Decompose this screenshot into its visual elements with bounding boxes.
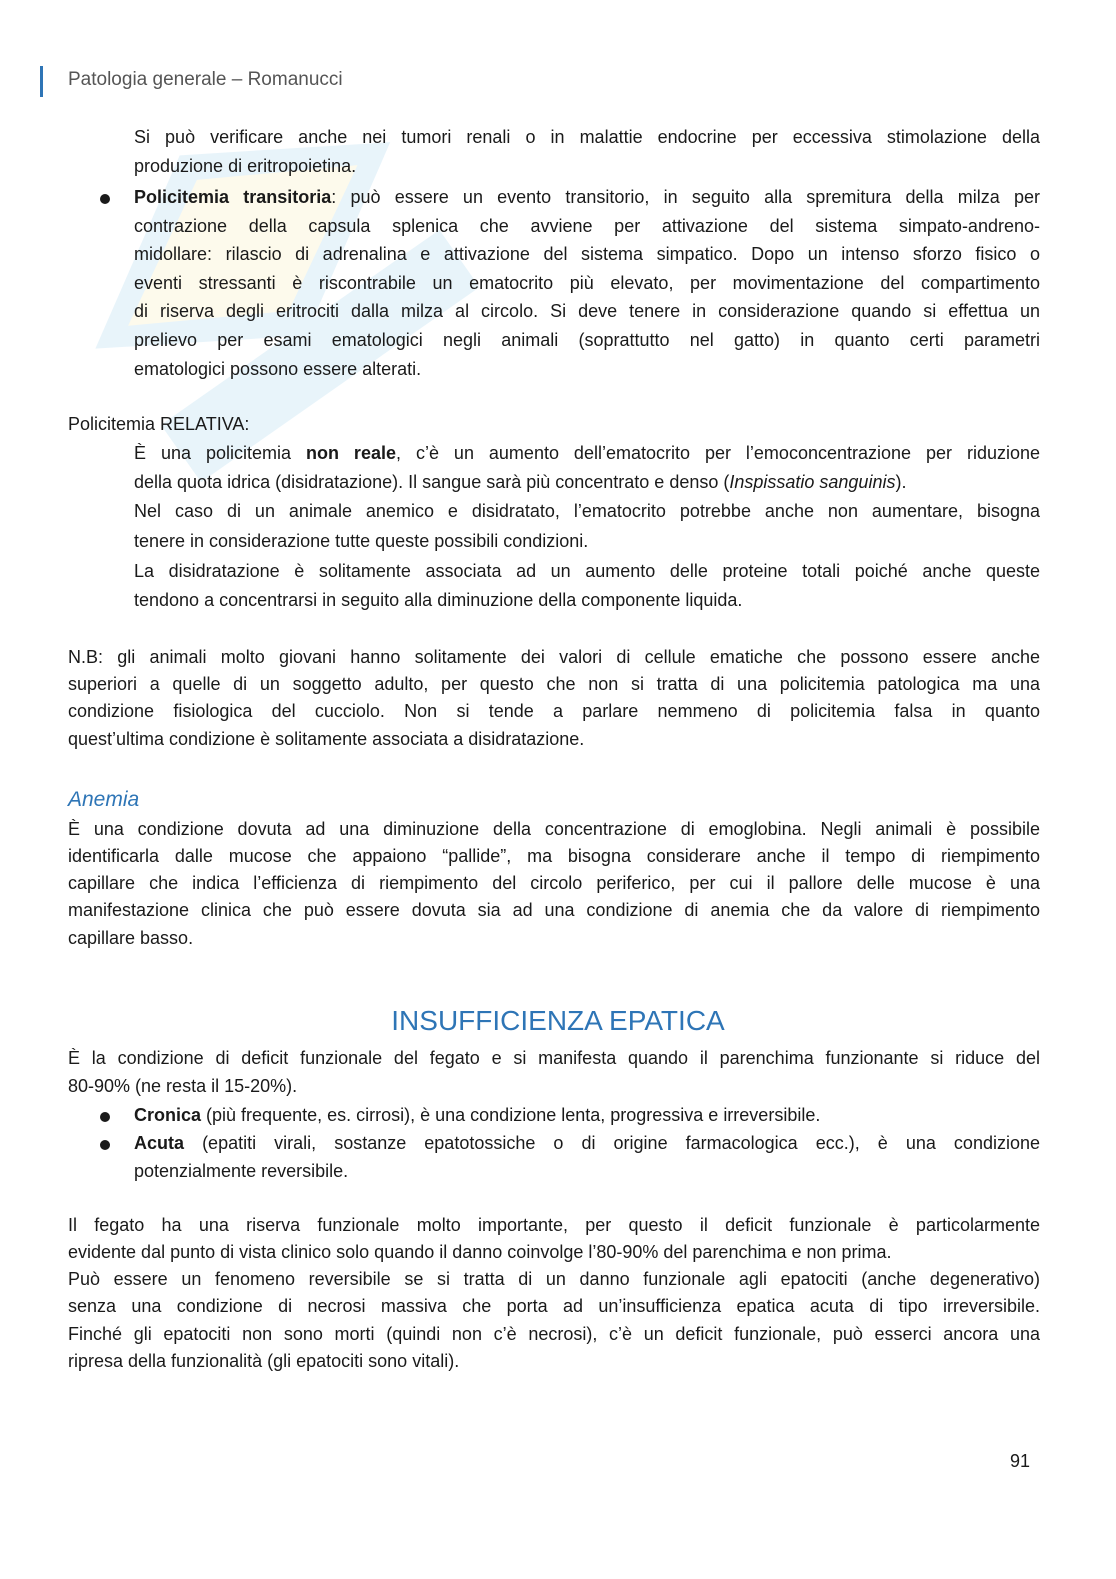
header-accent-bar (40, 66, 43, 97)
term-bold: Acuta (134, 1133, 185, 1153)
text-line: manifestazione clinica che può essere dovuta sia ad una condizione di anemia che da valore di riempimento (68, 900, 1040, 920)
bullet-icon (100, 1140, 110, 1150)
text-line: Finché gli epatociti non sono morti (quindi non c’è necrosi), c’è un deficit funzionale, può esserci ancora una (68, 1324, 1040, 1344)
bullet-icon (100, 1112, 110, 1122)
text-line: tendono a concentrarsi in seguito alla diminuzione della componente liquida. (134, 590, 743, 610)
text-line: È una condizione dovuta ad una diminuzione della concentrazione di emoglobina. Negli animali è possibile (68, 819, 1040, 839)
text-line: superiori a quelle di un soggetto adulto, per questo che non si tratta di una policitemia patologica ma una (68, 674, 1040, 694)
section-heading-insufficienza-epatica: INSUFFICIENZA EPATICA (391, 1005, 725, 1036)
text-line: midollare: rilascio di adrenalina e attivazione del sistema simpatico. Dopo un intenso sforzo fisico o (134, 244, 1040, 264)
page-number: 91 (1010, 1451, 1031, 1471)
section-label: Policitemia RELATIVA: (68, 414, 250, 434)
text-line: Si può verificare anche nei tumori renali o in malattie endocrine per eccessiva stimolazione della (134, 127, 1040, 147)
text-span: della quota idrica (disidratazione). Il sangue sarà più concentrato e denso ( (134, 472, 730, 492)
text-line: evidente dal punto di vista clinico solo quando il danno coinvolge l’80-90% del parenchima e non prima. (68, 1242, 892, 1262)
text-line: eventi stressanti è riscontrabile un ematocrito più elevato, per movimentazione del compartimento (134, 273, 1040, 293)
list-item-transitoria (134, 186, 1040, 208)
term-bold: non reale (305, 443, 396, 463)
text-line: 80-90% (ne resta il 15-20%). (68, 1076, 298, 1096)
latin-term: Inspissatio sanguinis (729, 472, 896, 492)
text-line: Può essere un fenomeno reversibile se si tratta di un danno funzionale agli epatociti (anche degenerativo) (68, 1269, 1040, 1289)
text-line (134, 442, 1040, 464)
list-item-acuta (134, 1132, 1040, 1154)
text-line: La disidratazione è solitamente associata ad un aumento delle proteine totali poiché anche queste (134, 561, 1040, 581)
text-line: N.B: gli animali molto giovani hanno solitamente dei valori di cellule ematiche che possono essere anche (68, 647, 1040, 667)
text-line: senza una condizione di necrosi massiva che porta ad un’insufficienza epatica acuta di tipo irreversibile. (68, 1296, 1040, 1316)
text-line: capillare basso. (68, 928, 194, 948)
text-span: (più frequente, es. cirrosi), è una condizione lenta, progressiva e irreversibile. (201, 1105, 821, 1125)
text-line: Nel caso di un animale anemico e disidratato, l’ematocrito potrebbe anche non aumentare, bisogna (134, 501, 1040, 521)
text-line: prelievo per esami ematologici negli animali (soprattutto nel gatto) in quanto certi parametri (134, 330, 1040, 350)
text-span: (epatiti virali, sostanze epatotossiche o di origine farmacologica ecc.), è una condizione (184, 1133, 1040, 1153)
text-line: Il fegato ha una riserva funzionale molto importante, per questo il deficit funzionale è particolarmente (68, 1215, 1040, 1235)
text-line: contrazione della capsula splenica che avviene per attivazione del sistema simpato-andreno- (134, 216, 1040, 236)
text-line: quest’ultima condizione è solitamente associata a disidratazione. (68, 729, 585, 749)
text-line: potenzialmente reversibile. (134, 1161, 349, 1181)
text-line: identificarla dalle mucose che appaiono “pallide”, ma bisogna considerare anche il tempo di riempimento (68, 846, 1040, 866)
text-line: ematologici possono essere alterati. (134, 359, 422, 379)
text-span: : può essere un evento transitorio, in seguito alla spremitura della milza per (331, 187, 1040, 207)
term-bold: Cronica (134, 1105, 202, 1125)
text-line: di riserva degli eritrociti dalla milza al circolo. Si deve tenere in considerazione quando si effettua un (134, 301, 1040, 321)
bullet-icon (100, 194, 110, 204)
text-line: tenere in considerazione tutte queste possibili condizioni. (134, 531, 589, 551)
page-header-title: Patologia generale – Romanucci (68, 69, 343, 90)
text-line: ripresa della funzionalità (gli epatociti sono vitali). (68, 1351, 460, 1371)
text-line: capillare che indica l’efficienza di riempimento del circolo periferico, per cui il pallore delle mucose è una (68, 873, 1040, 893)
subheading-anemia: Anemia (68, 788, 140, 811)
term-bold: Policitemia transitoria (134, 187, 332, 207)
text-span: È una policitemia (134, 443, 306, 463)
text-line: produzione di eritropoietina. (134, 156, 357, 176)
text-line (134, 471, 906, 493)
text-span: ). (895, 472, 907, 492)
list-item-cronica (134, 1104, 820, 1126)
text-line: È la condizione di deficit funzionale del fegato e si manifesta quando il parenchima funzionante si riduce del (68, 1048, 1040, 1068)
text-line: condizione fisiologica del cucciolo. Non si tende a parlare nemmeno di policitemia falsa in quanto (68, 701, 1040, 721)
text-span: , c’è un aumento dell’ematocrito per l’emoconcentrazione per riduzione (395, 443, 1041, 463)
